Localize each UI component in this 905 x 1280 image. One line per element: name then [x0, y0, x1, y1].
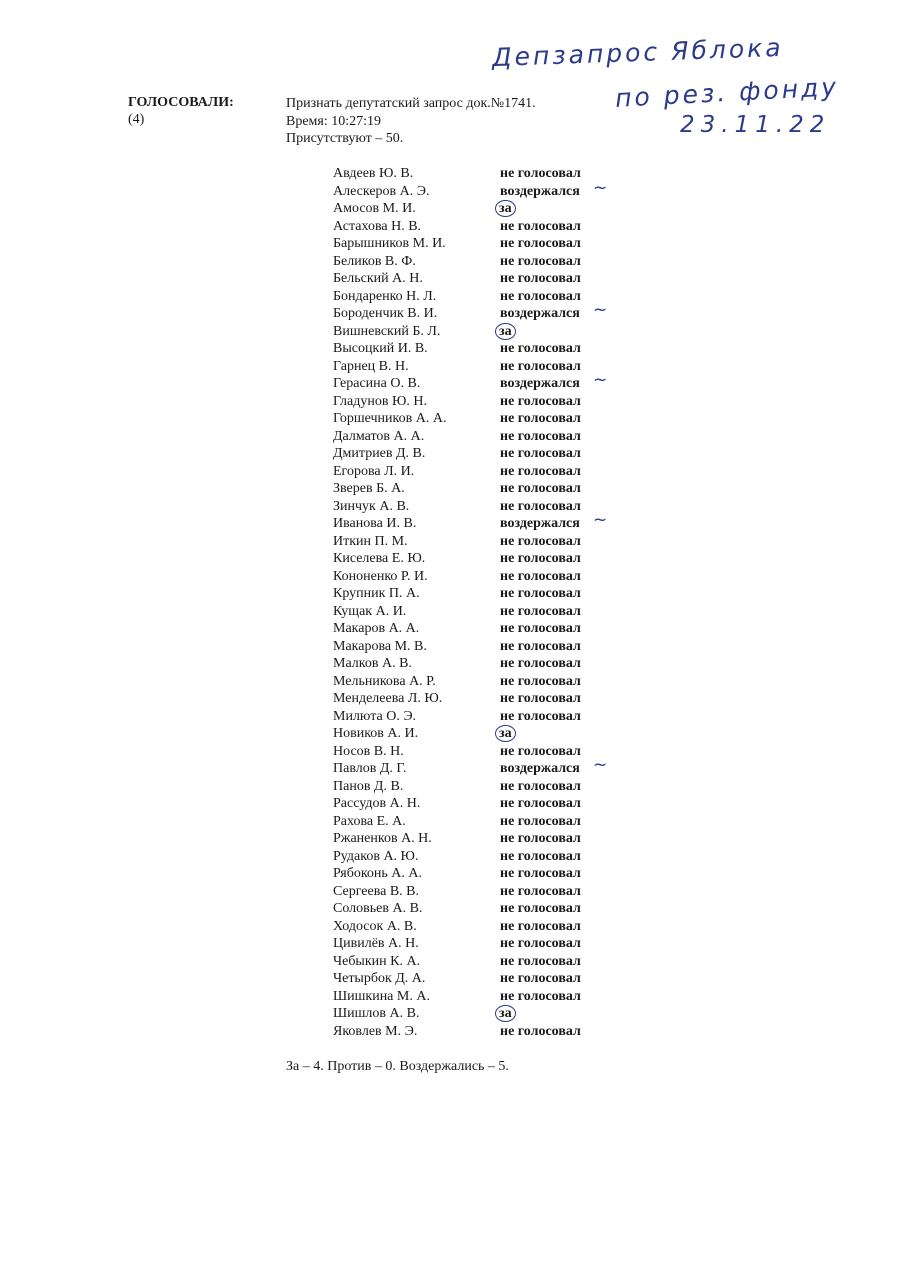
- vote-value: не голосовал: [500, 1023, 581, 1039]
- vote-row: [333, 393, 633, 411]
- vote-row: [333, 200, 633, 218]
- vote-value: не голосовал: [500, 271, 581, 286]
- vote-value: не голосовал: [500, 481, 581, 496]
- deputy-name: Горшечников А. А.: [333, 411, 447, 426]
- deputy-name: Ржаненков А. Н.: [333, 831, 432, 846]
- vote-value: не голосовал: [500, 708, 581, 724]
- vote-value: не голосовал: [500, 411, 581, 426]
- vote-value: не голосовал: [500, 498, 581, 514]
- deputy-name: Егорова Л. И.: [333, 463, 415, 479]
- vote-value: не голосовал: [500, 778, 581, 794]
- vote-value: не голосовал: [500, 236, 581, 251]
- vote-row: [333, 708, 633, 726]
- vote-row: [333, 370, 633, 393]
- deputy-name: Высоцкий И. В.: [333, 341, 428, 356]
- vote-value: не голосовал: [500, 673, 581, 689]
- vote-row: [333, 830, 633, 848]
- vote-value: не голосовал: [500, 218, 581, 234]
- vote-value: не голосовал: [500, 796, 581, 811]
- vote-row: [333, 340, 633, 358]
- deputy-name: Бельский А. Н.: [333, 271, 423, 286]
- vote-value: не голосовал: [500, 568, 581, 584]
- vote-row: [333, 288, 633, 306]
- vote-row: [333, 480, 633, 498]
- handwritten-tick-mark: ~: [593, 177, 608, 198]
- deputy-name: Бондаренко Н. Л.: [333, 288, 437, 304]
- vote-row: [333, 1005, 633, 1023]
- deputy-name: Шишлов А. В.: [333, 1006, 420, 1021]
- deputy-name: Соловьев А. В.: [333, 901, 423, 916]
- vote-value: не голосовал: [500, 393, 581, 409]
- deputy-name: Павлов Д. Г.: [333, 761, 407, 776]
- vote-value: не голосовал: [500, 586, 581, 601]
- vote-value: не голосовал: [500, 656, 581, 671]
- vote-row: [333, 1023, 633, 1041]
- vote-row: [333, 620, 633, 638]
- vote-row: [333, 673, 633, 691]
- deputy-name: Гладунов Ю. Н.: [333, 393, 427, 409]
- deputy-name: Гарнец В. Н.: [333, 358, 409, 374]
- vote-value: не голосовал: [500, 848, 581, 864]
- vote-row: [333, 638, 633, 656]
- vote-for-circled: за: [495, 1005, 516, 1022]
- vote-row: [333, 778, 633, 796]
- deputy-name: Макаров А. А.: [333, 621, 420, 636]
- motion-text: Признать депутатский запрос док.№1741.: [286, 96, 536, 111]
- vote-value: не голосовал: [500, 603, 581, 619]
- vote-for-circled: за: [495, 725, 516, 742]
- vote-row: [333, 218, 633, 236]
- vote-value: не голосовал: [500, 953, 581, 969]
- vote-row: [333, 883, 633, 901]
- vote-value: не голосовал: [500, 936, 581, 951]
- handwritten-tick-mark: ~: [593, 755, 608, 775]
- vote-row: [333, 568, 633, 586]
- deputy-name: Алескеров А. Э.: [333, 183, 430, 199]
- vote-row: [333, 725, 633, 743]
- deputy-name: Чебыкин К. А.: [333, 953, 421, 969]
- vote-row: [333, 445, 633, 463]
- vote-value: не голосовал: [500, 918, 581, 934]
- handwritten-tick-mark: ~: [593, 370, 608, 390]
- vote-row: [333, 603, 633, 621]
- vote-summary: За – 4. Против – 0. Воздержались – 5.: [286, 1059, 509, 1074]
- vote-row: [333, 743, 633, 761]
- vote-row: [333, 428, 633, 446]
- vote-value: не голосовал: [500, 253, 581, 269]
- vote-row: [333, 270, 633, 288]
- deputy-name: Дмитриев Д. В.: [333, 446, 426, 461]
- deputy-name: Малков А. В.: [333, 656, 412, 671]
- vote-row: [333, 235, 633, 253]
- vote-row: [333, 795, 633, 813]
- deputy-name: Кононенко Р. И.: [333, 568, 428, 584]
- deputy-name: Милюта О. Э.: [333, 708, 417, 724]
- vote-value: не голосовал: [500, 288, 581, 304]
- vote-row: [333, 813, 633, 831]
- vote-value: не голосовал: [500, 428, 581, 444]
- deputy-name: Далматов А. А.: [333, 428, 425, 444]
- deputy-name: Носов В. Н.: [333, 743, 404, 759]
- vote-value: воздержался: [500, 306, 580, 321]
- vote-value: воздержался: [500, 376, 580, 391]
- vote-row: [333, 953, 633, 971]
- deputy-name: Рассудов А. Н.: [333, 796, 421, 811]
- vote-time: Время: 10:27:19: [286, 113, 382, 129]
- vote-row: [333, 865, 633, 883]
- deputy-name: Крупник П. А.: [333, 586, 420, 601]
- vote-value: не голосовал: [500, 551, 581, 566]
- vote-row: [333, 585, 633, 603]
- vote-row: [333, 533, 633, 551]
- vote-value: не голосовал: [500, 463, 581, 479]
- deputy-name: Ходосок А. В.: [333, 918, 417, 934]
- vote-row: [333, 550, 633, 568]
- deputy-name: Авдеев Ю. В.: [333, 166, 414, 181]
- vote-row: [333, 165, 633, 183]
- voted-heading: ГОЛОСОВАЛИ:: [128, 95, 234, 110]
- vote-row: [333, 918, 633, 936]
- motion-block: [286, 95, 536, 148]
- vote-row: [333, 988, 633, 1006]
- deputy-name: Барышников М. И.: [333, 236, 446, 251]
- vote-value: не голосовал: [500, 446, 581, 461]
- vote-row: [333, 358, 633, 376]
- vote-row: [333, 970, 633, 988]
- deputy-name: Сергеева В. В.: [333, 883, 420, 899]
- vote-row: [333, 690, 633, 708]
- vote-value: не голосовал: [500, 638, 581, 654]
- deputy-name: Панов Д. В.: [333, 778, 404, 794]
- vote-row: [333, 900, 633, 918]
- deputy-name: Рябоконь А. А.: [333, 866, 423, 881]
- vote-value: не голосовал: [500, 341, 581, 356]
- handwritten-note-date: 23.11.22: [680, 112, 831, 138]
- vote-value: не голосовал: [500, 358, 581, 374]
- vote-value: не голосовал: [500, 971, 581, 986]
- vote-row: [333, 848, 633, 866]
- vote-list: [333, 165, 633, 1040]
- deputy-name: Астахова Н. В.: [333, 218, 422, 234]
- deputy-name: Макарова М. В.: [333, 638, 427, 654]
- deputy-name: Кущак А. И.: [333, 603, 407, 619]
- vote-value: не голосовал: [500, 621, 581, 636]
- vote-value: не голосовал: [500, 166, 581, 181]
- vote-value: не голосовал: [500, 901, 581, 916]
- handwritten-note-title: Депзапрос Яблока: [491, 32, 784, 73]
- vote-row: [333, 177, 633, 201]
- vote-value: не голосовал: [500, 883, 581, 899]
- deputy-name: Зинчук А. В.: [333, 498, 410, 514]
- vote-value: воздержался: [500, 516, 580, 531]
- deputy-name: Герасина О. В.: [333, 376, 421, 391]
- deputy-name: Беликов В. Ф.: [333, 253, 416, 269]
- deputy-name: Киселева Е. Ю.: [333, 551, 426, 566]
- deputy-name: Яковлев М. Э.: [333, 1023, 418, 1039]
- handwritten-tick-mark: ~: [593, 300, 608, 320]
- vote-row: [333, 498, 633, 516]
- deputy-name: Зверев Б. А.: [333, 481, 405, 496]
- present-count: Присутствуют – 50.: [286, 131, 404, 146]
- vote-value: воздержался: [500, 183, 580, 199]
- vote-value: не голосовал: [500, 533, 581, 549]
- deputy-name: Мельникова А. Р.: [333, 673, 436, 689]
- vote-for-circled: за: [495, 200, 516, 217]
- handwritten-tick-mark: ~: [593, 510, 608, 530]
- deputy-name: Иткин П. М.: [333, 533, 408, 549]
- vote-value: не голосовал: [500, 866, 581, 881]
- deputy-name: Рудаков А. Ю.: [333, 848, 419, 864]
- vote-value: не голосовал: [500, 988, 581, 1004]
- deputy-name: Иванова И. В.: [333, 516, 417, 531]
- vote-row: [333, 410, 633, 428]
- deputy-name: Четырбок Д. А.: [333, 971, 426, 986]
- vote-row: [333, 463, 633, 481]
- vote-for-circled: за: [495, 323, 516, 340]
- item-number: (4): [128, 112, 145, 127]
- deputy-name: Менделеева Л. Ю.: [333, 691, 443, 706]
- deputy-name: Новиков А. И.: [333, 726, 419, 741]
- deputy-name: Амосов М. И.: [333, 201, 416, 216]
- handwritten-note-subject: по рез. фонду: [614, 72, 840, 113]
- vote-value: не голосовал: [500, 691, 581, 706]
- vote-row: [333, 755, 633, 778]
- vote-row: [333, 935, 633, 953]
- deputy-name: Шишкина М. А.: [333, 988, 430, 1004]
- vote-row: [333, 655, 633, 673]
- deputy-name: Цивилёв А. Н.: [333, 936, 419, 951]
- vote-value: не голосовал: [500, 831, 581, 846]
- deputy-name: Вишневский Б. Л.: [333, 323, 441, 339]
- vote-row: [333, 300, 633, 323]
- vote-row: [333, 510, 633, 533]
- vote-row: [333, 253, 633, 271]
- vote-row: [333, 323, 633, 341]
- deputy-name: Бороденчик В. И.: [333, 306, 438, 321]
- vote-value: воздержался: [500, 761, 580, 776]
- deputy-name: Рахова Е. А.: [333, 813, 406, 829]
- vote-value: не голосовал: [500, 813, 581, 829]
- vote-value: не голосовал: [500, 743, 581, 759]
